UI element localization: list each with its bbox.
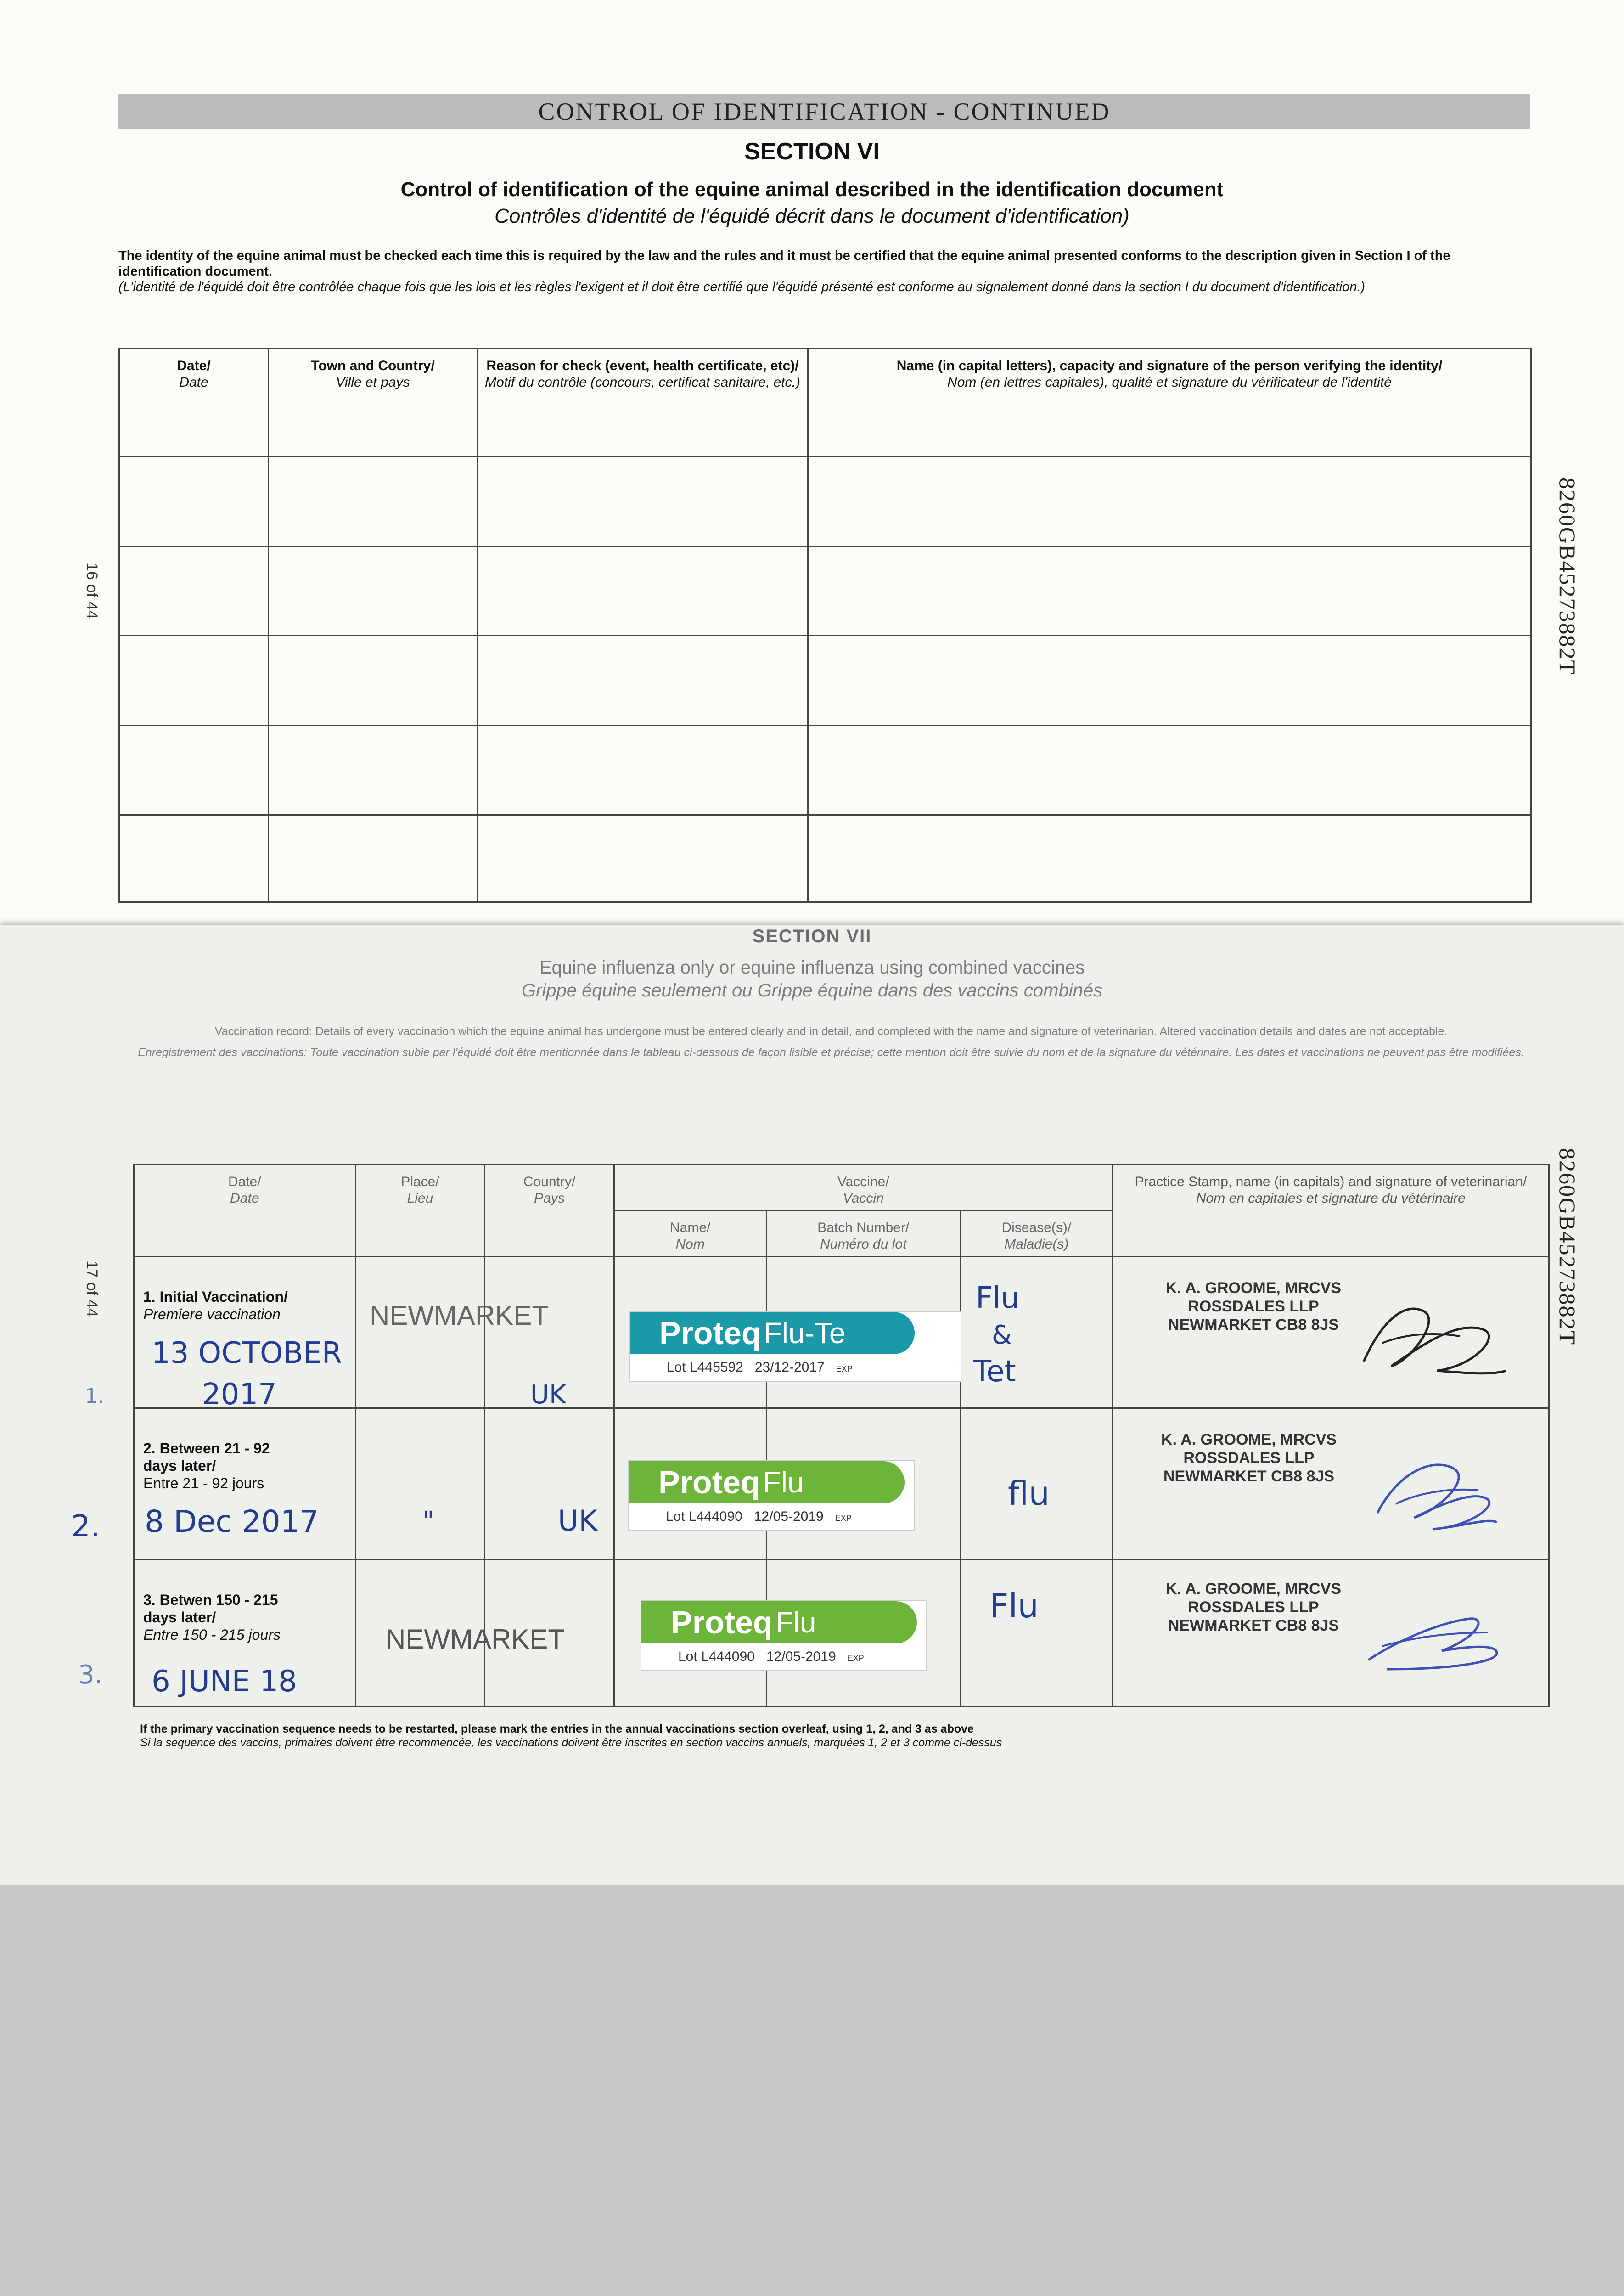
row3-disease: Flu (989, 1587, 1039, 1625)
row1-date-handwritten: 13 OCTOBER (152, 1336, 343, 1370)
row3-label: 3. Betwen 150 - 215 days later/ Entre 150 - 215 jours (143, 1592, 281, 1643)
table-row (119, 457, 1531, 546)
col-disease: Disease(s)/ Maladie(s) (960, 1211, 1113, 1257)
section-band (118, 94, 1530, 129)
vet-stamp-3: K. A. GROOME, MRCVS ROSSDALES LLP NEWMARKET CB8 8JS (1165, 1580, 1342, 1634)
row1-label: 1. Initial Vaccination/ Premiere vaccination (143, 1289, 288, 1322)
vet-signature-2 (1359, 1449, 1506, 1536)
vaccine-lot-3: Lot L444090 12/05-2019 EXP (678, 1649, 864, 1664)
row2-country: UK (558, 1504, 598, 1537)
intro-text (118, 248, 1530, 295)
section-title: Control of identification of the equine animal described in the identification document (400, 178, 1224, 201)
vaccine-banner-3: Proteq Flu (641, 1601, 917, 1643)
section-heading: SECTION VI (744, 138, 880, 165)
band-title: CONTROL OF IDENTIFICATION - CONTINUED (538, 98, 1111, 125)
vaccine-lot-2: Lot L444090 12/05-2019 EXP (666, 1509, 852, 1524)
vet-stamp-1: K. A. GROOME, MRCVS ROSSDALES LLP NEWMARKET CB8 8JS (1165, 1279, 1342, 1334)
row2-place: " (422, 1506, 434, 1536)
row1-country: UK (530, 1380, 566, 1410)
margin-number-1: 1. (85, 1384, 104, 1408)
col-vaccine-name: Name/ Nom (614, 1211, 766, 1257)
row1-disease-1: Flu (976, 1281, 1020, 1315)
row1-year-handwritten: 2017 (202, 1378, 277, 1412)
table-row (119, 726, 1531, 815)
col-vet: Practice Stamp, name (in capitals) and signature of veterinarian/ Nom en capitales et signature du vétérinaire (1113, 1165, 1549, 1257)
row1-place: NEWMARKET (370, 1300, 549, 1331)
table-row (119, 815, 1531, 902)
vaccine-label-3 (641, 1600, 927, 1671)
margin-number-3: 3. (78, 1660, 103, 1690)
col-town: Town and Country/ Ville et pays (269, 349, 478, 457)
page-number-top: 16 of 44 (83, 563, 101, 619)
footer-fr: Si la sequence des vaccins, primaires doivent être recommencée, les vaccinations doivent être inscrites en section vaccins annuels, marquées 1, 2 et 3 comme ci-dessus (140, 1736, 1002, 1749)
vaccine-title: Equine influenza only or equine influenza using combined vaccines (539, 957, 1085, 978)
scanner-background (0, 1885, 1624, 2296)
vaccine-label-1 (629, 1311, 961, 1382)
passport-id-bottom: 8260GB452738​82T (1555, 1148, 1580, 1345)
row2-disease: flu (1008, 1474, 1050, 1513)
row2-label: 2. Between 21 - 92 days later/ Entre 21 - 92 jours (143, 1440, 270, 1491)
row3-place: NEWMARKET (386, 1624, 565, 1654)
vaccine-banner-2: Proteq Flu (629, 1461, 905, 1503)
identification-page (0, 0, 1624, 939)
vaccination-page (0, 925, 1624, 1891)
section-heading-vii: SECTION VII (752, 926, 872, 946)
identity-check-table (118, 348, 1532, 903)
col-vax-date: Date/ Date (134, 1165, 356, 1257)
vaccine-intro-en: Vaccination record: Details of every vaccination which the equine animal has undergone must be entered clearly and in detail, and completed with the name and signature of veterinarian. Altered vaccination details and dates are not acceptable. (214, 1025, 1448, 1038)
vaccine-title-fr: Grippe équine seulement ou Grippe équine dans des vaccins combinés (521, 980, 1103, 1001)
col-vaccine: Vaccine/ Vaccin (614, 1165, 1113, 1211)
vet-signature-1 (1354, 1293, 1511, 1384)
col-reason: Reason for check (event, health certificate, etc)/ Motif du contrôle (concours, certificat sanitaire, etc.) (478, 349, 808, 457)
row3-date-handwritten: 6 JUNE 18 (152, 1665, 297, 1699)
col-country: Country/ Pays (485, 1165, 614, 1257)
vaccine-label-2 (628, 1460, 915, 1531)
col-verifier: Name (in capital letters), capacity and signature of the person verifying the identity/ Nom (en lettres capitales), qualité et signature du vérificateur de l'identité (808, 349, 1531, 457)
vaccine-intro-fr: Enregistrement des vaccinations: Toute vaccination subie par l'équidé doit être mentionnée dans le tableau ci-dessous de façon lisible et précise; cette mention doit être suivie du nom et de la signature du vétérinaire. Les dates et vaccinations ne peuvent pas être modifiées. (138, 1046, 1524, 1059)
page-number-bottom: 17 of 44 (83, 1261, 101, 1317)
intro-fr: (L'identité de l'équidé doit être contrôlée chaque fois que les lois et les règles l'exigent et il doit être certifié que l'équidé présenté est conforme au signalement donné dans la section I du document d'identification.) (118, 280, 1366, 294)
section-title-fr: Contrôles d'identité de l'équidé décrit dans le document d'identification) (495, 205, 1129, 227)
intro-en: The identity of the equine animal must be checked each time this is required by the law and the rules and it must be certified that the equine animal presented conforms to the description given in Section I of the identification document. (118, 248, 1450, 279)
col-batch: Batch Number/ Numéro du lot (766, 1211, 960, 1257)
col-place: Place/ Lieu (355, 1165, 485, 1257)
passport-id-top: 8260GB452738​82T (1555, 478, 1580, 675)
margin-number-2: 2. (71, 1508, 100, 1544)
vaccine-banner-1: Proteq Flu-Te (630, 1312, 915, 1354)
footer-note (140, 1722, 1002, 1750)
row1-disease-2: & (992, 1320, 1012, 1350)
row1-disease-3: Tet (973, 1355, 1016, 1389)
table-row (119, 636, 1531, 726)
vet-signature-3 (1359, 1600, 1506, 1678)
vaccine-intro (133, 1024, 1529, 1060)
table-row (119, 546, 1531, 636)
vaccine-lot-1: Lot L445592 23/12-2017 EXP (667, 1360, 853, 1375)
footer-en: If the primary vaccination sequence needs to be restarted, please mark the entries in the annual vaccinations section overleaf, using 1, 2, and 3 as above (140, 1722, 974, 1735)
col-date: Date/ Date (119, 349, 269, 457)
row2-date-handwritten: 8 Dec 2017 (145, 1504, 319, 1539)
vet-stamp-2: K. A. GROOME, MRCVS ROSSDALES LLP NEWMARKET CB8 8JS (1161, 1431, 1337, 1485)
